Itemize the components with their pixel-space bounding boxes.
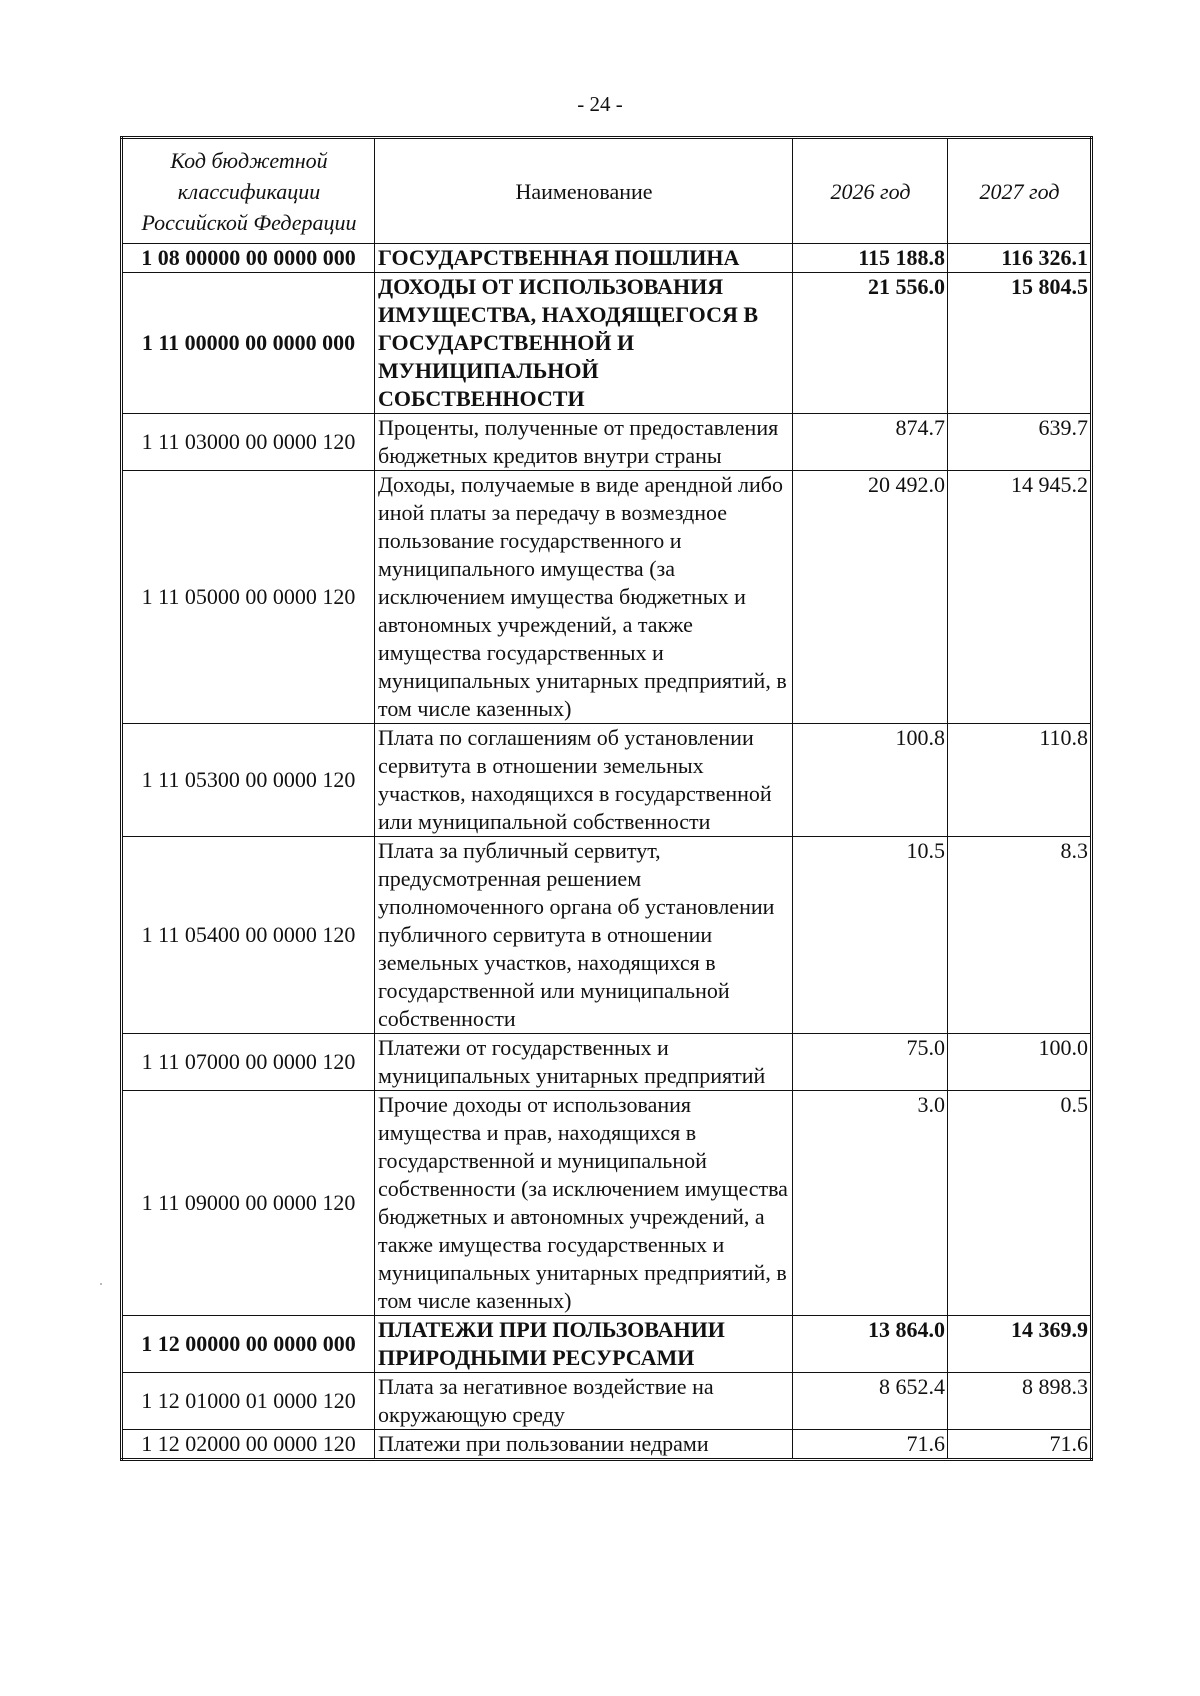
cell-code: 1 11 00000 00 0000 000 (122, 273, 375, 414)
cell-2027: 639.7 (948, 414, 1092, 471)
table-row (122, 724, 1092, 837)
cell-2027: 14 945.2 (948, 471, 1092, 724)
cell-code: 1 11 05400 00 0000 120 (122, 837, 375, 1034)
cell-2027: 14 369.9 (948, 1316, 1092, 1373)
cell-code: 1 12 02000 00 0000 120 (122, 1430, 375, 1460)
page-number: - 24 - (577, 92, 623, 116)
cell-name: ГОСУДАРСТВЕННАЯ ПОШЛИНА (375, 244, 793, 273)
table-row (122, 1373, 1092, 1430)
cell-code: 1 11 07000 00 0000 120 (122, 1034, 375, 1091)
scan-speck (100, 1283, 102, 1285)
cell-2027: 71.6 (948, 1430, 1092, 1460)
cell-name: Плата по соглашениям об установлении сервитута в отношении земельных участков, находящихся в государственной или муниципальной собственности (375, 724, 793, 837)
budget-table (120, 136, 1093, 1461)
cell-2026: 75.0 (793, 1034, 948, 1091)
cell-name: ПЛАТЕЖИ ПРИ ПОЛЬЗОВАНИИ ПРИРОДНЫМИ РЕСУРСАМИ (375, 1316, 793, 1373)
cell-2027: 116 326.1 (948, 244, 1092, 273)
cell-2026: 21 556.0 (793, 273, 948, 414)
table-header-row (122, 138, 1092, 244)
cell-2027: 8 898.3 (948, 1373, 1092, 1430)
cell-2026: 115 188.8 (793, 244, 948, 273)
cell-code: 1 11 05300 00 0000 120 (122, 724, 375, 837)
header-year-2027: 2027 год (948, 138, 1092, 244)
cell-name: Платежи при пользовании недрами (375, 1430, 793, 1460)
cell-2026: 13 864.0 (793, 1316, 948, 1373)
cell-name: ДОХОДЫ ОТ ИСПОЛЬЗОВАНИЯ ИМУЩЕСТВА, НАХОДЯЩЕГОСЯ В ГОСУДАРСТВЕННОЙ И МУНИЦИПАЛЬНОЙ СОБСТВЕННОСТИ (375, 273, 793, 414)
cell-2027: 110.8 (948, 724, 1092, 837)
cell-code: 1 12 01000 01 0000 120 (122, 1373, 375, 1430)
table-row (122, 1430, 1092, 1460)
table-row (122, 244, 1092, 273)
cell-code: 1 08 00000 00 0000 000 (122, 244, 375, 273)
table-row (122, 471, 1092, 724)
cell-code: 1 11 03000 00 0000 120 (122, 414, 375, 471)
cell-2026: 71.6 (793, 1430, 948, 1460)
cell-name: Плата за публичный сервитут, предусмотренная решением уполномоченного органа об установлении публичного сервитута в отношении земельных участков, находящихся в государственной или муниципальной собственности (375, 837, 793, 1034)
cell-name: Прочие доходы от использования имущества и прав, находящихся в государственной и муниципальной собственности (за исключением имущества бюджетных и автономных учреждений, а также имущества государственных и муниципальных унитарных предприятий, в том числе казенных) (375, 1091, 793, 1316)
cell-code: 1 11 05000 00 0000 120 (122, 471, 375, 724)
header-code: Код бюджетной классификации Российской Федерации (122, 138, 375, 244)
cell-name: Плата за негативное воздействие на окружающую среду (375, 1373, 793, 1430)
cell-2026: 3.0 (793, 1091, 948, 1316)
table-row (122, 1091, 1092, 1316)
cell-name: Доходы, получаемые в виде арендной либо иной платы за передачу в возмездное пользование государственного и муниципального имущества (за исключением имущества бюджетных и автономных учреждений, а также имущества государственных и муниципальных унитарных предприятий, в том числе казенных) (375, 471, 793, 724)
header-name: Наименование (375, 138, 793, 244)
cell-code: 1 11 09000 00 0000 120 (122, 1091, 375, 1316)
header-year-2026: 2026 год (793, 138, 948, 244)
cell-2027: 8.3 (948, 837, 1092, 1034)
cell-2026: 874.7 (793, 414, 948, 471)
table-row (122, 1034, 1092, 1091)
cell-name: Платежи от государственных и муниципальных унитарных предприятий (375, 1034, 793, 1091)
cell-name: Проценты, полученные от предоставления бюджетных кредитов внутри страны (375, 414, 793, 471)
table-row (122, 837, 1092, 1034)
cell-2026: 10.5 (793, 837, 948, 1034)
table-row (122, 414, 1092, 471)
cell-2027: 0.5 (948, 1091, 1092, 1316)
cell-2026: 100.8 (793, 724, 948, 837)
cell-2026: 20 492.0 (793, 471, 948, 724)
cell-2027: 100.0 (948, 1034, 1092, 1091)
cell-2026: 8 652.4 (793, 1373, 948, 1430)
table-row (122, 273, 1092, 414)
cell-code: 1 12 00000 00 0000 000 (122, 1316, 375, 1373)
table-row (122, 1316, 1092, 1373)
cell-2027: 15 804.5 (948, 273, 1092, 414)
